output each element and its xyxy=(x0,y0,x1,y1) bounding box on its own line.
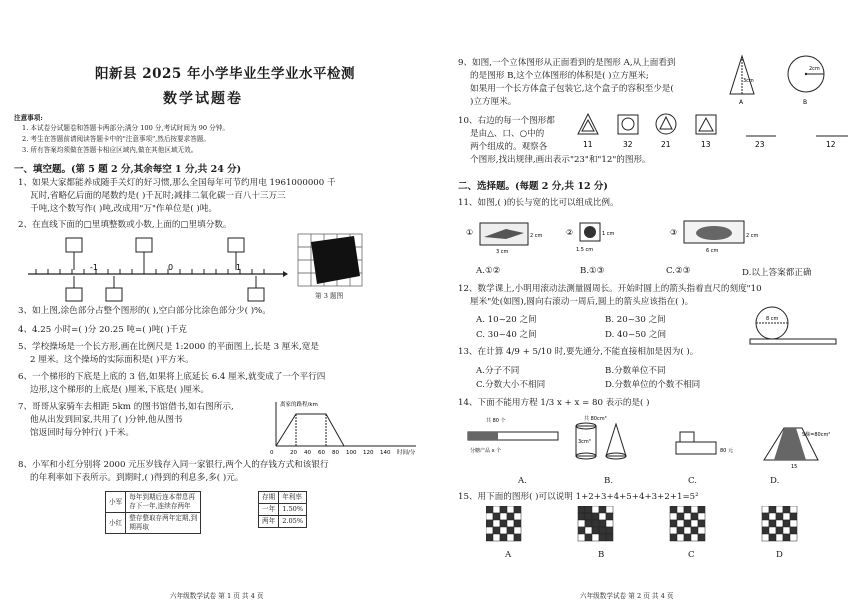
q10-num-23: 23 xyxy=(755,140,765,149)
grid-cell xyxy=(500,520,507,527)
plan-name: 小军 xyxy=(106,492,126,513)
grid-cell xyxy=(776,527,783,534)
grid-cell xyxy=(500,506,507,513)
q15-text: 15、用下面的图形( )可以说明 1+2+3+4+5+4+3+2+1=5² xyxy=(458,492,699,502)
rate-header: 年利率 xyxy=(279,492,307,504)
grid-cell xyxy=(684,513,691,520)
grid-cell xyxy=(670,513,677,520)
grid-cell xyxy=(698,520,705,527)
grid-cell xyxy=(585,534,592,541)
q5-line-1: 5、学校操场是一个长方形,画在比例尺是 1:2000 的平面图上,长是 3 厘米,宽是 xyxy=(18,342,319,352)
grid-cell xyxy=(790,513,797,520)
grid-cell xyxy=(677,527,684,534)
q15-option-b[interactable]: B xyxy=(598,550,605,560)
section-1-heading: 一、填空题。(第 5 题 2 分,其余每空 1 分,共 24 分) xyxy=(14,164,242,175)
q12-circle-ruler xyxy=(748,305,838,345)
q11-dim: 3 cm xyxy=(496,249,509,255)
q11-dim: 2 cm xyxy=(530,233,543,239)
q12-option-b[interactable]: B. 20~30 之间 xyxy=(605,315,666,325)
grid-cell xyxy=(790,534,797,541)
note-1: 1. 本试卷分试题卷和答题卡两部分;满分 100 分,考试时间为 90 分钟。 xyxy=(22,124,229,132)
grid-cell xyxy=(790,527,797,534)
grid-cell xyxy=(592,527,599,534)
grid-cell xyxy=(599,527,606,534)
q7-graph xyxy=(266,398,426,456)
q10-line-3: 两个组成的。观察各 xyxy=(470,142,548,152)
q14-text: 14、下面不能用方程 1/3 x + x = 80 表示的是( ) xyxy=(458,398,650,408)
note-3: 3. 所有答案均须做在答题卡相应区域内,做在其他区域无效。 xyxy=(22,146,198,154)
q11-option-a[interactable]: A.①② xyxy=(476,266,501,276)
q12-option-c[interactable]: C. 30~40 之间 xyxy=(476,330,537,340)
grid-cell xyxy=(507,534,514,541)
grid-cell xyxy=(677,506,684,513)
grid-cell xyxy=(769,534,776,541)
grid-cell xyxy=(493,527,500,534)
grid-cell xyxy=(670,527,677,534)
rate-value: 1.50% xyxy=(279,504,307,516)
tick-neg-1: -1 xyxy=(90,263,98,272)
grid-cell xyxy=(762,520,769,527)
grid-cell xyxy=(776,506,783,513)
q7-x120: 120 xyxy=(363,450,374,456)
q15-option-c[interactable]: C xyxy=(688,550,695,560)
grid-cell xyxy=(769,513,776,520)
q12-line-1: 12、数学课上,小明用滚动法测量圆周长。开始时圆上的箭头指着直尺的刻度"10 xyxy=(458,284,762,294)
grid-cell xyxy=(783,513,790,520)
q14-option-c[interactable]: C. xyxy=(688,476,698,486)
q11-dim: 2 cm xyxy=(746,233,759,239)
q11-option-c[interactable]: C.②③ xyxy=(666,266,691,276)
grid-cell xyxy=(698,534,705,541)
q3-text: 3、如上图,涂色部分占整个图形的( ),空白部分比涂色部分少( )%。 xyxy=(18,306,271,316)
q3-figure xyxy=(296,232,366,294)
answer-box-top-1 xyxy=(66,238,82,252)
q7-x40: 40 xyxy=(304,450,311,456)
grid-cell xyxy=(691,506,698,513)
answer-box-bottom-2 xyxy=(106,288,122,301)
grid-cell xyxy=(684,506,691,513)
q9-line-4: )立方厘米。 xyxy=(470,97,517,107)
grid-cell xyxy=(776,513,783,520)
section-2-heading: 二、选择题。(每题 2 分,共 12 分) xyxy=(458,181,608,192)
q13-option-d[interactable]: D.分数单位的个数不相同 xyxy=(605,380,701,390)
answer-box-bottom-1 xyxy=(66,288,82,301)
tick-1: 1 xyxy=(236,263,242,272)
grid-cell xyxy=(585,527,592,534)
grid-cell xyxy=(514,506,521,513)
grid-cell xyxy=(776,534,783,541)
grid-cell xyxy=(684,520,691,527)
q7-x80: 80 xyxy=(332,450,339,456)
plan-name: 小红 xyxy=(106,513,126,534)
grid-cell xyxy=(790,506,797,513)
grid-cell xyxy=(769,506,776,513)
q14-option-d[interactable]: D. xyxy=(770,476,780,486)
grid-cell xyxy=(507,506,514,513)
q12-line-2: 厘米"处(如图),圆向右滚动一周后,圆上的箭头应该指在( )。 xyxy=(470,297,694,307)
grid-cell xyxy=(670,520,677,527)
tick-0: 0 xyxy=(168,263,174,272)
grid-cell xyxy=(578,520,585,527)
plan-text: 每年到期后连本带息再 xyxy=(129,493,196,501)
q8-line-2: 的年利率如下表所示。到期时,( )得到的利息多,多( )元。 xyxy=(30,473,244,483)
grid-cell xyxy=(677,513,684,520)
q1-line-3: 千吨,这个数写作( )吨,改成用"万"作单位是( )吨。 xyxy=(30,204,217,214)
q6-line-2: 边形,这个梯形的上底是( )厘米,下底是( )厘米。 xyxy=(30,385,210,395)
grid-cell xyxy=(606,506,613,513)
grid-cell xyxy=(585,513,592,520)
q9-label-b: B xyxy=(803,99,808,106)
q14-label: 80 元 xyxy=(720,448,733,454)
q15-option-a[interactable]: A xyxy=(505,550,512,560)
q7-x20: 20 xyxy=(290,450,297,456)
q10-line-4: 个图形,找出规律,画出表示"23"和"12"的图形。 xyxy=(470,155,651,165)
grid-cell xyxy=(599,534,606,541)
q14-label: 3cm³ xyxy=(578,439,591,445)
grid-cell xyxy=(486,527,493,534)
grid-cell xyxy=(514,513,521,520)
plan-text: 存下一年,连续存两年 xyxy=(129,502,191,510)
q10-num-32: 32 xyxy=(623,140,633,149)
grid-cell xyxy=(684,527,691,534)
grid-cell xyxy=(698,527,705,534)
q14-label: 共 80 个 xyxy=(486,418,506,424)
q15-grids xyxy=(486,506,826,548)
q10-num-21: 21 xyxy=(661,140,671,149)
q1-line-2: 瓦时,省略亿后面的尾数约是( )千瓦时;减排二氧化碳一百八十三万三 xyxy=(30,191,286,201)
q9-line-1: 9、如图,一个立体图形从正面看到的是图形 A,从上面看到 xyxy=(458,58,676,68)
q14-label: 15 xyxy=(791,464,798,470)
q13-option-b[interactable]: B.分数单位不同 xyxy=(605,366,666,376)
grid-cell xyxy=(776,520,783,527)
grid-cell xyxy=(606,520,613,527)
q14-label: 分糖产品 x 个 xyxy=(470,448,502,454)
q11-option-b[interactable]: B.①③ xyxy=(580,266,605,276)
grid-cell xyxy=(486,534,493,541)
grid-cell xyxy=(769,520,776,527)
grid-cell xyxy=(486,520,493,527)
q14-option-b[interactable]: B. xyxy=(604,476,614,486)
plan-text: 整存整取存两年定期,到 xyxy=(129,514,198,522)
grid-cell xyxy=(592,534,599,541)
plan-text: 期再取 xyxy=(129,523,149,531)
exam-page-2 xyxy=(430,0,860,613)
grid-cell xyxy=(592,506,599,513)
q8-rate-table xyxy=(258,491,307,528)
q2-number-line xyxy=(28,236,288,306)
grid-cell xyxy=(691,513,698,520)
page-footer-1: 六年级数学试卷 第 1 页 共 4 页 xyxy=(170,592,264,600)
grid-cell xyxy=(684,534,691,541)
rate-value: 2.05% xyxy=(279,516,307,528)
q6-line-1: 6、一个梯形的下底是上底的 3 倍,如果将上底延长 6.4 厘米,就变成了一个平行四 xyxy=(18,372,326,382)
q7-line-2: 他从出发到回家,共用了( )分钟,他从图书 xyxy=(30,415,183,425)
page-footer-2: 六年级数学试卷 第 2 页 共 4 页 xyxy=(580,592,674,600)
grid-cell xyxy=(592,513,599,520)
q14-option-a[interactable]: A. xyxy=(518,476,527,486)
answer-box-top-3 xyxy=(228,238,244,252)
grid-cell xyxy=(783,520,790,527)
q7-y-label: 离家的路程/km xyxy=(280,402,318,408)
grid-cell xyxy=(783,506,790,513)
q12-dim: 8 cm xyxy=(766,316,779,322)
grid-cell xyxy=(606,534,613,541)
grid-cell xyxy=(769,527,776,534)
q11-text: 11、如图,( )的长与宽的比可以组成比例。 xyxy=(458,198,619,208)
q1-line-1: 1、如果大家都能养成随手关灯的好习惯,那么全国每年可节约用电 1961000000 千 xyxy=(18,178,336,188)
notes-heading: 注意事项: xyxy=(14,114,43,122)
grid-cell xyxy=(486,506,493,513)
grid-cell xyxy=(500,513,507,520)
q8-line-1: 8、小军和小红分别将 2000 元压岁钱存入同一家银行,两个人的存钱方式和该银行 xyxy=(18,460,329,470)
grid-cell xyxy=(783,534,790,541)
q15-option-d[interactable]: D xyxy=(776,550,783,560)
q11-dim: 1.5 cm xyxy=(576,247,594,253)
grid-cell xyxy=(677,520,684,527)
grid-cell xyxy=(670,506,677,513)
grid-cell xyxy=(691,534,698,541)
grid-cell xyxy=(698,513,705,520)
grid-cell xyxy=(585,520,592,527)
grid-cell xyxy=(507,527,514,534)
grid-cell xyxy=(599,520,606,527)
grid-cell xyxy=(762,534,769,541)
q11-item-2: ② xyxy=(566,228,574,237)
rate-header: 存期 xyxy=(259,492,279,504)
q11-dim: 1 cm xyxy=(602,231,615,237)
answer-box-bottom-3 xyxy=(248,288,264,301)
grid-cell xyxy=(500,534,507,541)
q11-item-3: ③ xyxy=(670,228,678,237)
grid-cell xyxy=(606,513,613,520)
q7-x0: 0 xyxy=(270,450,274,456)
grid-cell xyxy=(507,520,514,527)
grid-cell xyxy=(762,506,769,513)
rate-term: 一年 xyxy=(259,504,279,516)
q11-dim: 6 cm xyxy=(706,248,719,254)
q9-label-a: A xyxy=(739,99,744,106)
grid-cell xyxy=(493,513,500,520)
grid-cell xyxy=(514,527,521,534)
q11-option-d[interactable]: D.以上答案都正确 xyxy=(742,268,812,278)
grid-cell xyxy=(493,506,500,513)
grid-cell xyxy=(762,527,769,534)
q3-caption: 第 3 题图 xyxy=(315,292,344,300)
grid-cell xyxy=(585,506,592,513)
grid-cell xyxy=(592,520,599,527)
q10-line-1: 10、右边的每一个图形都 xyxy=(458,116,555,126)
q4-text: 4、4.25 小时=( )分 20.25 吨=( )吨( )千克 xyxy=(18,325,187,335)
q10-num-12: 12 xyxy=(826,140,836,149)
q9-line-2: 的是图形 B,这个立体图形的体积是( )立方厘米; xyxy=(470,71,649,81)
q10-pattern-figures xyxy=(576,112,856,152)
q13-option-c[interactable]: C.分数大小不相同 xyxy=(476,380,546,390)
grid-cell xyxy=(783,527,790,534)
grid-cell xyxy=(698,506,705,513)
grid-cell xyxy=(486,513,493,520)
answer-box-top-2 xyxy=(136,238,152,252)
q14-figures xyxy=(466,412,846,480)
q7-x140: 140 xyxy=(380,450,391,456)
grid-cell xyxy=(493,520,500,527)
grid-cell xyxy=(578,506,585,513)
q7-x-label: 时间/分 xyxy=(397,450,416,456)
grid-cell xyxy=(606,527,613,534)
grid-cell xyxy=(514,534,521,541)
q7-line-3: 馆返回时每分钟行( )千米。 xyxy=(30,428,134,438)
q9-dim-b: 2cm xyxy=(809,66,820,72)
q8-plan-table xyxy=(105,491,201,534)
grid-cell xyxy=(677,534,684,541)
q11-item-1: ① xyxy=(466,228,474,237)
q7-line-1: 7、哥哥从家骑车去相距 5km 的图书馆借书,如右图所示, xyxy=(18,402,234,412)
grid-cell xyxy=(500,527,507,534)
grid-cell xyxy=(599,506,606,513)
grid-cell xyxy=(578,513,585,520)
q2-text: 2、在直线下面的□里填整数或小数,上面的□里填分数。 xyxy=(18,220,232,230)
q10-num-11: 11 xyxy=(583,140,593,149)
q14-label: 共 80cm³ xyxy=(584,416,607,422)
note-2: 2. 考生在答题前请阅读答题卡中的"注意事项",然后按要求答题。 xyxy=(22,135,210,143)
grid-cell xyxy=(578,527,585,534)
grid-cell xyxy=(691,520,698,527)
q10-num-13: 13 xyxy=(701,140,711,149)
q13-text: 13、在计算 4/9 + 5/10 时,要先通分,不能直接相加是因为( )。 xyxy=(458,347,699,357)
q10-line-2: 是由△、口、○中的 xyxy=(470,129,545,139)
grid-cell xyxy=(599,513,606,520)
grid-cell xyxy=(507,513,514,520)
q7-x60: 60 xyxy=(318,450,325,456)
q14-label: S梯=80cm² xyxy=(802,432,831,438)
q7-x100: 100 xyxy=(346,450,357,456)
q11-pictures xyxy=(466,215,846,257)
grid-cell xyxy=(493,534,500,541)
grid-cell xyxy=(670,534,677,541)
q13-option-a[interactable]: A.分子不同 xyxy=(476,366,520,376)
q9-dim-a: 3cm xyxy=(743,78,754,84)
q12-option-a[interactable]: A. 10~20 之间 xyxy=(476,315,537,325)
grid-cell xyxy=(691,527,698,534)
grid-cell xyxy=(790,520,797,527)
grid-cell xyxy=(514,520,521,527)
q9-line-3: 如果用一个长方体盒子包装它,这个盒子的容积至少是( xyxy=(470,84,674,94)
grid-cell xyxy=(578,534,585,541)
q5-line-2: 2 厘米。这个操场的实际面积是( )平方米。 xyxy=(30,355,194,365)
rate-term: 两年 xyxy=(259,516,279,528)
q12-option-d[interactable]: D. 40~50 之间 xyxy=(605,330,667,340)
q9-figures xyxy=(726,52,836,108)
exam-title: 阳新县 2025 年小学毕业生学业水平检测 xyxy=(95,66,355,82)
exam-subtitle: 数学试题卷 xyxy=(163,91,243,107)
grid-cell xyxy=(762,513,769,520)
